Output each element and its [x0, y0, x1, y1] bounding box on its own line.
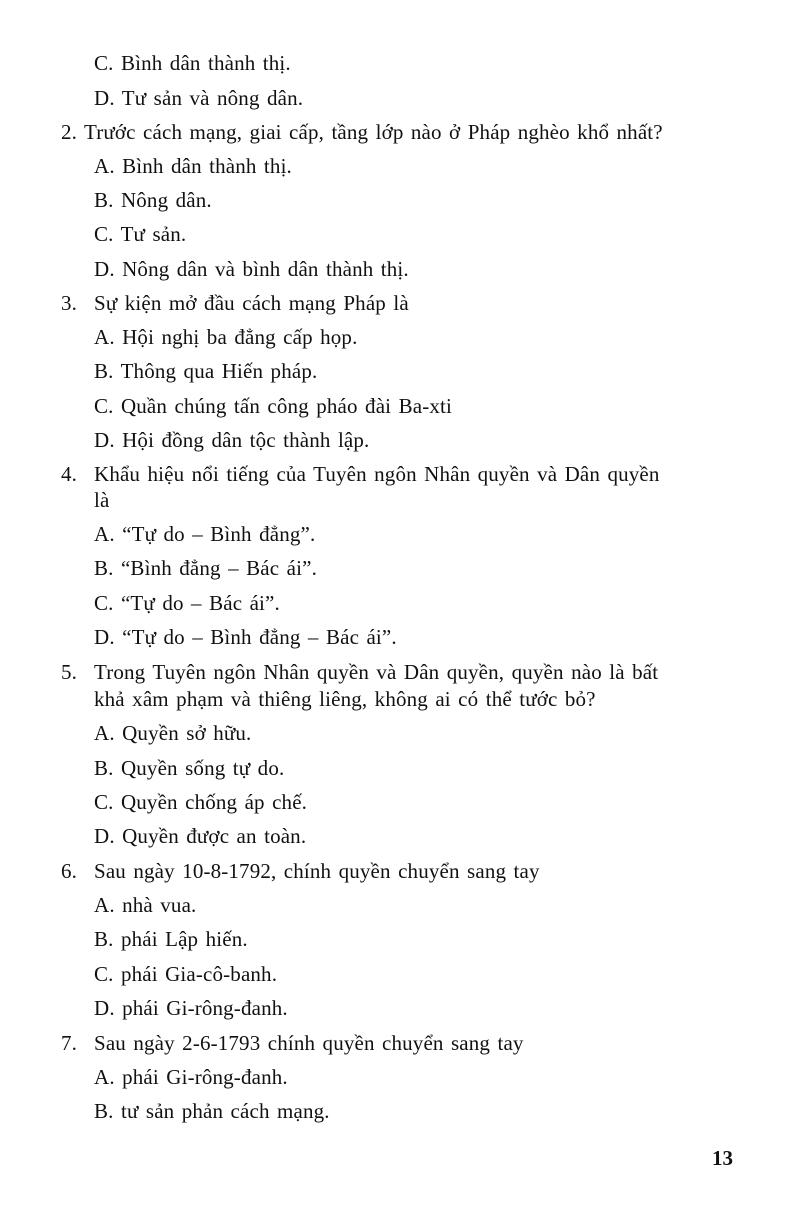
question-number: 2. [61, 120, 78, 144]
option: C. Quyền chống áp chế. [94, 790, 308, 814]
option-carryover-c: C. Bình dân thành thị. [94, 51, 291, 75]
question-number: 3. [61, 291, 78, 315]
option: B. phái Lập hiến. [94, 927, 248, 951]
option: D. “Tự do – Bình đẳng – Bác ái”. [94, 625, 397, 649]
question-number: 6. [61, 859, 78, 883]
option: C. Quần chúng tấn công pháo đài Ba-xti [94, 394, 452, 418]
option: C. phái Gia-cô-banh. [94, 962, 278, 986]
option: A. “Tự do – Bình đẳng”. [94, 522, 316, 546]
option-carryover-d: D. Tư sản và nông dân. [94, 86, 304, 110]
option: A. phái Gi-rông-đanh. [94, 1065, 288, 1089]
option: A. nhà vua. [94, 893, 197, 917]
option: D. Hội đồng dân tộc thành lập. [94, 428, 370, 452]
question-text-line1: Trong Tuyên ngôn Nhân quyền và Dân quyền, quyền nào là bất [94, 660, 659, 684]
option: B. Quyền sống tự do. [94, 756, 285, 780]
option: D. Quyền được an toàn. [94, 824, 307, 848]
option: C. Tư sản. [94, 222, 187, 246]
option: B. Thông qua Hiến pháp. [94, 359, 318, 383]
option: B. “Bình đẳng – Bác ái”. [94, 556, 317, 580]
question-number: 7. [61, 1031, 78, 1055]
question-text: Trước cách mạng, giai cấp, tầng lớp nào ở Pháp nghèo khổ nhất? [84, 120, 663, 144]
option: A. Bình dân thành thị. [94, 154, 292, 178]
question-text-line2: khả xâm phạm và thiêng liêng, không ai có thể tước bỏ? [94, 687, 596, 711]
question-text-line1: Khẩu hiệu nổi tiếng của Tuyên ngôn Nhân quyền và Dân quyền [94, 462, 660, 486]
option: A. Quyền sở hữu. [94, 721, 252, 745]
option: B. tư sản phản cách mạng. [94, 1099, 330, 1123]
question-text: Sự kiện mở đầu cách mạng Pháp là [94, 291, 409, 315]
option: D. Nông dân và bình dân thành thị. [94, 257, 409, 281]
question-number: 4. [61, 462, 78, 486]
question-number: 5. [61, 660, 78, 684]
question-text: Sau ngày 10-8-1792, chính quyền chuyển sang tay [94, 859, 540, 883]
question-text-line2: là [94, 488, 110, 512]
option: A. Hội nghị ba đẳng cấp họp. [94, 325, 358, 349]
question-text: Sau ngày 2-6-1793 chính quyền chuyển sang tay [94, 1031, 524, 1055]
page-number: 13 [712, 1146, 733, 1170]
option: B. Nông dân. [94, 188, 212, 212]
option: D. phái Gi-rông-đanh. [94, 996, 288, 1020]
option: C. “Tự do – Bác ái”. [94, 591, 280, 615]
